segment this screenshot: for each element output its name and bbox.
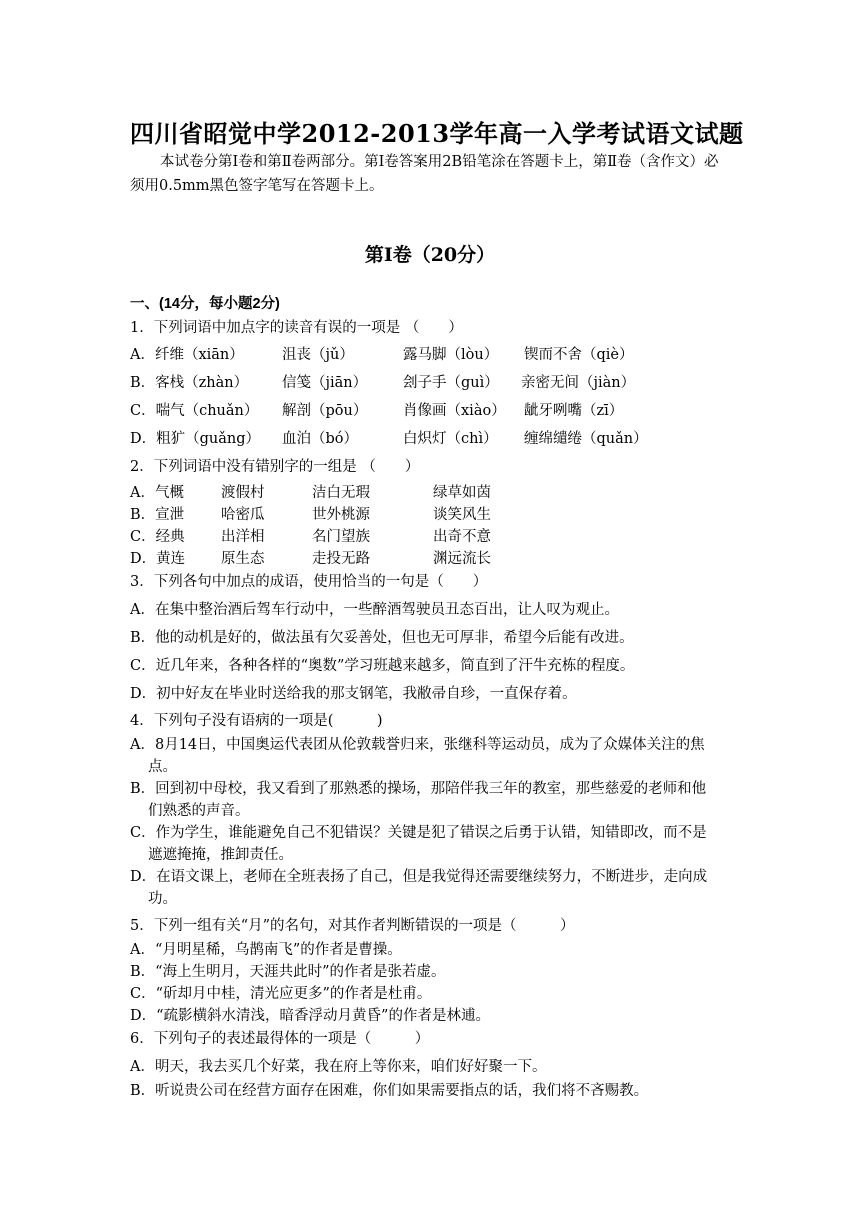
question-3-option-b: B．他的动机是好的，做法虽有欠妥善处，但也无可厚非，希望今后能有改进。 (130, 630, 634, 646)
word: B．客栈（zhàn） (130, 375, 249, 391)
word: 露马脚（lòu） (403, 347, 499, 363)
option-text-continued: 点。 (148, 759, 177, 775)
question-2-stem: 2．下列词语中没有错别字的一组是 （ ） (130, 459, 420, 475)
word: 血泊（bó） (282, 431, 359, 447)
question-6-option-a: A．明天，我去买几个好菜，我在府上等你来，咱们好好聚一下。 (130, 1059, 547, 1075)
option-text-continued: 们熟悉的声音。 (148, 803, 250, 819)
word: B．宣泄 (130, 507, 185, 523)
question-4-option-b (130, 778, 740, 822)
option-text: C．作为学生，谁能避免自己不犯错误？关键是犯了错误之后勇于认错，知错即改，而不是 (130, 825, 707, 841)
question-3-stem: 3．下列各句中加点的成语，使用恰当的一句是（ ） (130, 574, 488, 590)
word: A．气概 (130, 485, 184, 501)
question-5-option-a: A．“月明星稀，乌鹊南飞”的作者是曹操。 (130, 942, 402, 958)
question-4-stem: 4．下列句子没有语病的一项是( ) (130, 713, 383, 729)
question-5-option-b: B．“海上生明月，天涯共此时”的作者是张若虚。 (130, 964, 446, 980)
word: 解剖（pōu） (282, 403, 368, 419)
word: 渡假村 (221, 485, 265, 501)
word: C．经典 (130, 529, 185, 545)
question-5-option-d: D．“疏影横斜水清浅，暗香浮动月黄昏”的作者是林逋。 (130, 1008, 490, 1024)
word: 绿草如茵 (433, 485, 491, 501)
word: 出奇不意 (433, 529, 491, 545)
question-4-option-a (130, 734, 740, 778)
page-title: 四川省昭觉中学2012-2013学年高一入学考试语文试题 (130, 119, 744, 148)
question-3-option-c: C．近几年来，各种各样的“奥数”学习班越来越多，简直到了汗牛充栋的程度。 (130, 658, 635, 674)
word: 信笺（jiān） (282, 375, 368, 391)
word: 名门望族 (312, 529, 370, 545)
option-text: A．8月14日，中国奥运代表团从伦敦载誉归来，张继科等运动员，成为了众媒体关注的焦 (130, 737, 705, 753)
exam-instructions: 本试卷分第Ⅰ卷和第Ⅱ卷两部分。第Ⅰ卷答案用2B铅笔涂在答题卡上，第Ⅱ卷（含作文）必须用0.5mm黑色签字笔写在答题卡上。 (130, 154, 719, 194)
part-one-heading: 第Ⅰ卷（20分） (364, 244, 496, 266)
word: A．纤维（xiān） (130, 347, 244, 363)
word: 哈密瓜 (221, 507, 265, 523)
word: 世外桃源 (312, 507, 370, 523)
word: 原生态 (221, 551, 265, 567)
word: 谈笑风生 (433, 507, 491, 523)
section-one-heading: 一、(14分，每小题2分) (130, 296, 280, 312)
question-1-stem: 1．下列词语中加点字的读音有误的一项是 （ ） (130, 320, 463, 336)
question-5-stem: 5．下列一组有关“月”的名句，对其作者判断错误的一项是（ ） (130, 918, 575, 934)
question-6-option-b: B．听说贵公司在经营方面存在困难，你们如果需要指点的话，我们将不吝赐教。 (130, 1083, 649, 1099)
word: 肖像画（xiào） (403, 403, 506, 419)
question-6-stem: 6．下列句子的表述最得体的一项是（ ） (130, 1031, 430, 1047)
word: D．粗犷（guǎng） (130, 431, 261, 447)
word: D．黄连 (130, 551, 186, 567)
question-5-option-c: C．“斫却月中桂，清光应更多”的作者是杜甫。 (130, 986, 432, 1002)
word: 缠绵缱绻（quǎn） (524, 431, 648, 447)
word: 锲而不舍（qiè） (524, 347, 634, 363)
question-4-option-d (130, 866, 740, 910)
word: 渊远流长 (433, 551, 491, 567)
option-text: B．回到初中母校，我又看到了那熟悉的操场，那陪伴我三年的教室，那些慈爱的老师和他 (130, 781, 707, 797)
option-text-continued: 功。 (148, 891, 177, 907)
word: 出洋相 (221, 529, 265, 545)
option-text: D．在语文课上，老师在全班表扬了自己，但是我觉得还需要继续努力，不断进步，走向成 (130, 869, 708, 885)
word: 走投无路 (312, 551, 370, 567)
question-3-option-a: A．在集中整治酒后驾车行动中，一些醉酒驾驶员丑态百出，让人叹为观止。 (130, 602, 619, 618)
word: 沮丧（jǔ） (282, 347, 354, 363)
word: 白炽灯（chì） (403, 431, 498, 447)
word: 洁白无瑕 (312, 485, 370, 501)
option-text-continued: 遮遮掩掩，推卸责任。 (148, 847, 293, 863)
question-4-option-c (130, 822, 740, 866)
word: 亲密无间（jiàn） (521, 375, 636, 391)
word: 刽子手（guì） (403, 375, 499, 391)
word: C．喘气（chuǎn） (130, 403, 259, 419)
word: 龇牙咧嘴（zī） (524, 403, 624, 419)
question-3-option-d: D．初中好友在毕业时送给我的那支钢笔，我敝帚自珍，一直保存着。 (130, 686, 577, 702)
